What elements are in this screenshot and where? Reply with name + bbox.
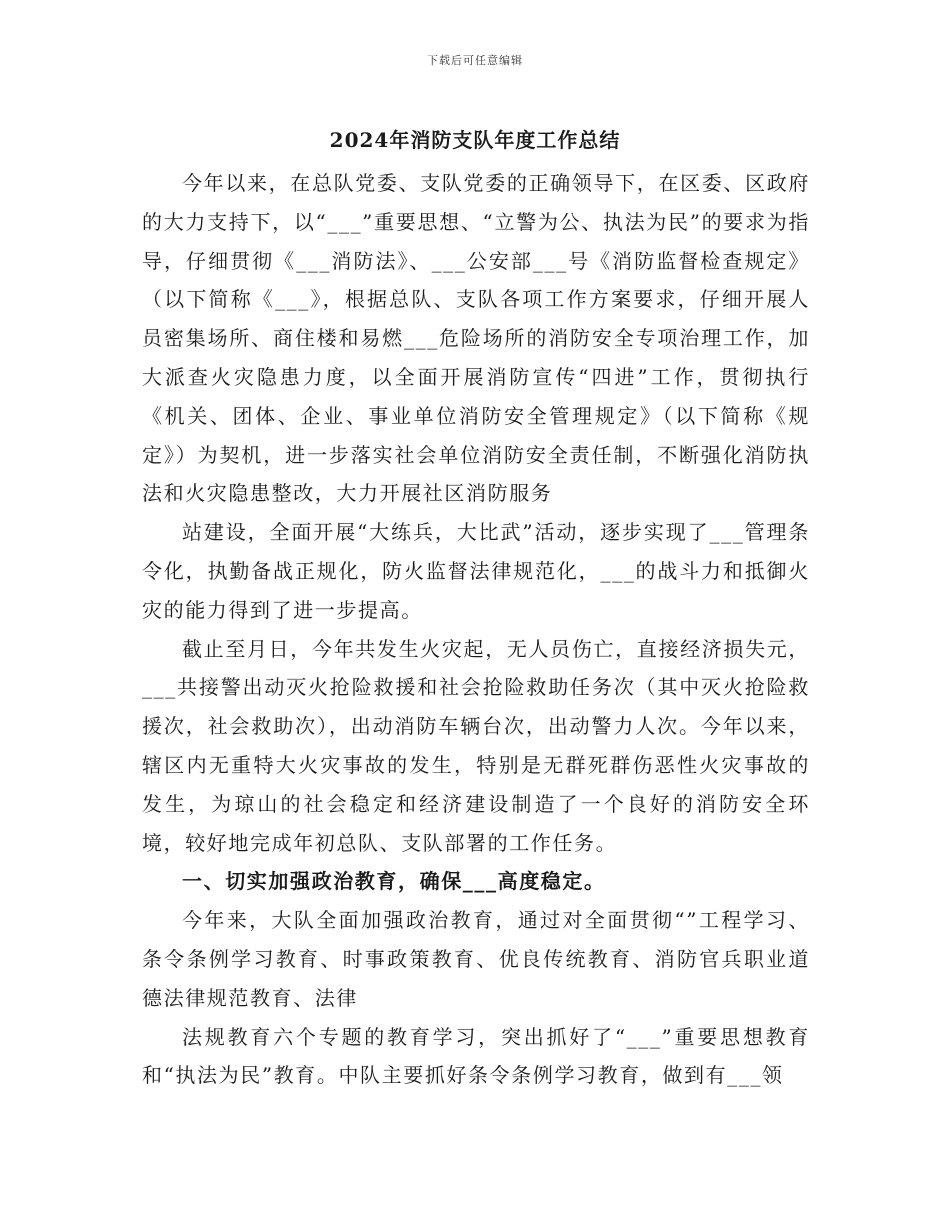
paragraph-intro: 今年以来，在总队党委、支队党委的正确领导下，在区委、区政府的大力支持下，以“___”重要思想、“立警为公、执法为民”的要求为指导，仔细贯彻《___消防法》、___公安部___号《消防监督检查规定》（以下简称《___》，根据总队、支队各项工作方案要求，仔细开展人员密集场所、商住楼和易燃___危险场所的消防安全专项治理工作，加大派查火灾隐患力度，以全面开展消防宣传“四进”工作，贯彻执行《机关、团体、企业、事业单位消防安全管理规定》（以下简称《规定》）为契机，进一步落实社会单位消防安全责任制，不断强化消防执法和火灾隐患整改，大力开展社区消防服务 bbox=[142, 171, 810, 506]
document-body bbox=[142, 164, 810, 1095]
section-heading-political-education: 一、切实加强政治教育，确保___高度稳定。 bbox=[182, 869, 606, 894]
document-title: 2024年消防支队年度工作总结 bbox=[329, 128, 621, 152]
paragraph-station-building: 站建设，全面开展“大练兵，大比武”活动，逐步实现了___管理条令化，执勤备战正规化，防火监督法律规范化，___的战斗力和抵御火灾的能力得到了进一步提高。 bbox=[142, 520, 810, 622]
paragraph-fire-statistics: 截止至月日，今年共发生火灾起，无人员伤亡，直接经济损失元，___共接警出动灭火抢险救援和社会抢险救助任务次（其中灭火抢险救援次，社会救助次），出动消防车辆台次，出动警力人次。今年以来，辖区内无重特大火灾事故的发生，特别是无群死群伤恶性火灾事故的发生，为琼山的社会稳定和经济建设制造了一个良好的消防安全环境，较好地完成年初总队、支队部署的工作任务。 bbox=[142, 636, 810, 855]
paragraph-political-education: 今年来，大队全面加强政治教育，通过对全面贯彻“”工程学习、条令条例学习教育、时事政策教育、优良传统教育、消防官兵职业道德法律规范教育、法律 bbox=[142, 908, 810, 1010]
header-note: 下载后可任意编辑 bbox=[427, 54, 523, 67]
paragraph-legal-education: 法规教育六个专题的教育学习，突出抓好了“___”重要思想教育和“执法为民”教育。中队主要抓好条令条例学习教育，做到有___领 bbox=[142, 1024, 810, 1088]
